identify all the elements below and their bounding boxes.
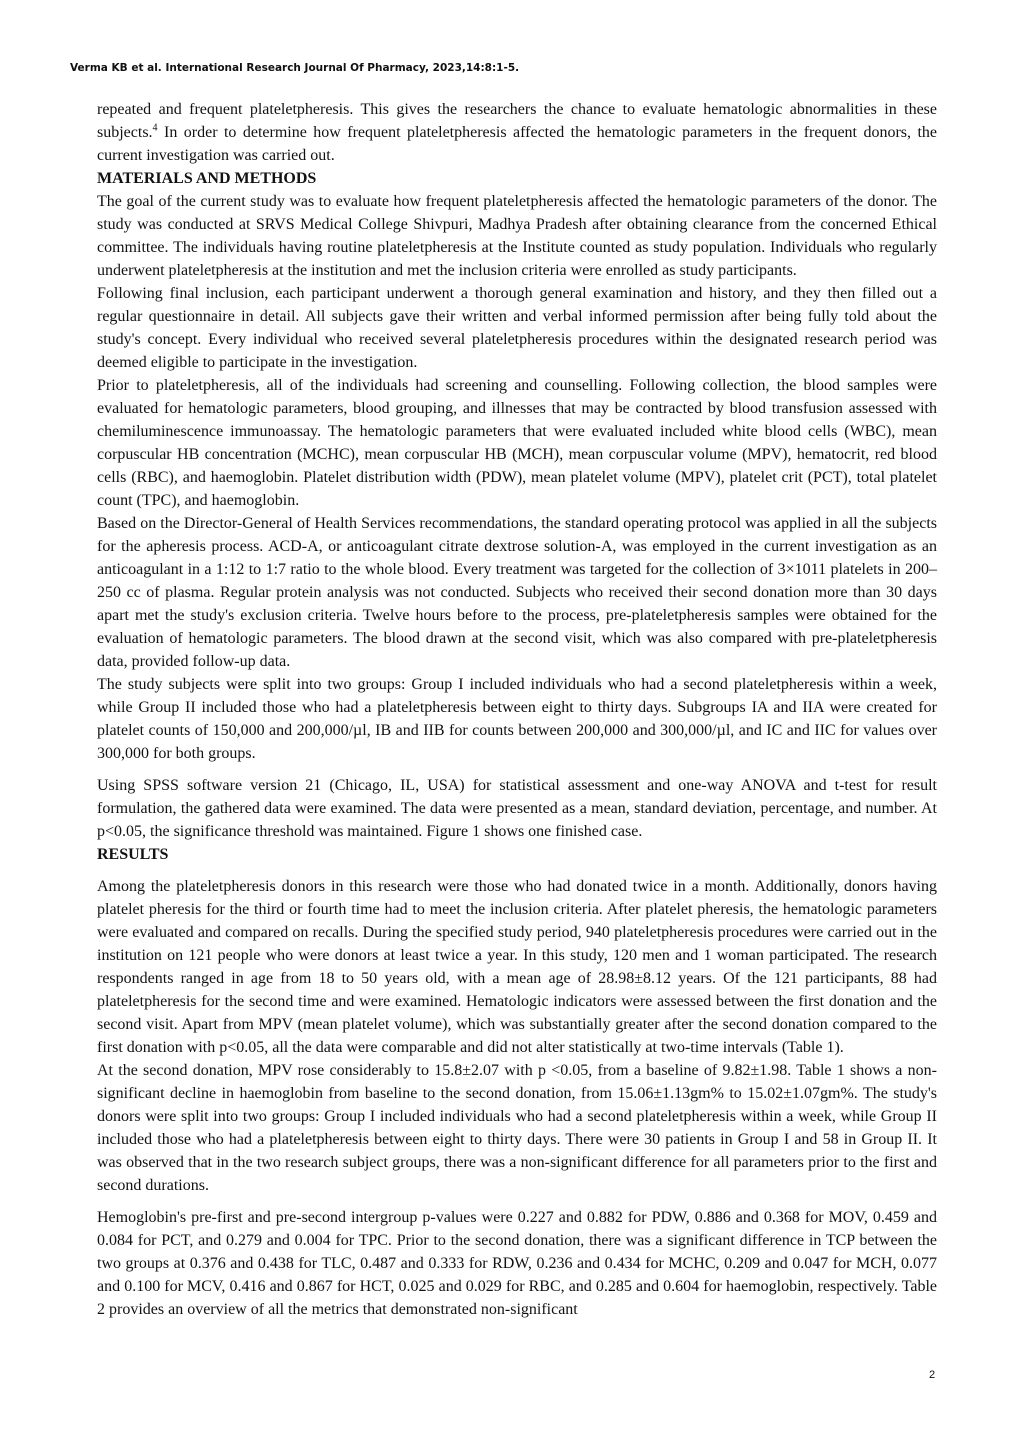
results-paragraph-1: Among the plateletpheresis donors in this research were those who had donated twice in a month. Additionally, donors having platelet pheresis for the third or fourth time had to meet the inclusion criteria. After platelet pheresis, the hematologic parameters were evaluated and compared on recalls. During the specified study period, 940 plateletpheresis procedures were carried out in the institution on 121 people who were donors at least twice a year. In this study, 120 men and 1 woman participated. The research respondents ranged in age from 18 to 50 years old, with a mean age of 28.98±8.12 years. Of the 121 participants, 88 had plateletpheresis for the second time and were examined. Hematologic indicators were assessed between the first donation and the second visit. Apart from MPV (mean platelet volume), which was substantially greater after the second donation compared to the first donation with p<0.05, all the data were comparable and did not alter statistically at two-time intervals (Table 1). (97, 878, 937, 1056)
methods-paragraph-6: Using SPSS software version 21 (Chicago, IL, USA) for statistical assessment and one-way ANOVA and t-test for result formulation, the gathered data were examined. The data were presented as a mean, standard deviation, percentage, and number. At p<0.05, the significance threshold was maintained. Figure 1 shows one finished case. (97, 777, 937, 840)
methods-paragraph-1: The goal of the current study was to evaluate how frequent plateletpheresis affected the hematologic parameters of the donor. The study was conducted at SRVS Medical College Shivpuri, Madhya Pradesh after obtaining clearance from the concerned Ethical committee. The individuals having routine plateletpheresis at the Institute counted as study population. Individuals who regularly underwent plateletpheresis at the institution and met the inclusion criteria were enrolled as study participants. (97, 193, 937, 279)
section-heading-results: RESULTS (97, 846, 169, 863)
article-body (97, 98, 937, 1321)
running-header-citation: Verma KB et al. International Research Journal Of Pharmacy, 2023,14:8:1-5. (70, 62, 520, 74)
methods-paragraph-2: Following final inclusion, each participant underwent a thorough general examination and history, and they then filled out a regular questionnaire in detail. All subjects gave their written and verbal informed permission after being fully told about the study's concept. Every individual who received several plateletpheresis procedures within the designated research period was deemed eligible to participate in the investigation. (97, 285, 937, 371)
methods-paragraph-3: Prior to plateletpheresis, all of the individuals had screening and counselling. Following collection, the blood samples were evaluated for hematologic parameters, blood grouping, and illnesses that may be contracted by blood transfusion assessed with chemiluminescence immunoassay. The hematologic parameters that were evaluated included white blood cells (WBC), mean corpuscular HB concentration (MCHC), mean corpuscular HB (MCH), mean corpuscular volume (MPV), hematocrit, red blood cells (RBC), and haemoglobin. Platelet distribution width (PDW), mean platelet volume (MPV), platelet crit (PCT), total platelet count (TPC), and haemoglobin. (97, 377, 937, 509)
results-paragraph-2: At the second donation, MPV rose considerably to 15.8±2.07 with p <0.05, from a baseline of 9.82±1.98. Table 1 shows a non-significant decline in haemoglobin from baseline to the second donation, from 15.06±1.13gm% to 15.02±1.07gm%. The study's donors were split into two groups: Group I included individuals who had a second plateletpheresis within a week, while Group II included those who had a plateletpheresis between eight to thirty days. There were 30 patients in Group I and 58 in Group II. It was observed that in the two research subject groups, there was a non-significant difference for all parameters prior to the first and second durations. (97, 1062, 937, 1194)
page-number: 2 (929, 1369, 936, 1381)
methods-paragraph-4: Based on the Director-General of Health Services recommendations, the standard operating protocol was applied in all the subjects for the apheresis process. ACD-A, or anticoagulant citrate dextrose solution-A, was employed in the current investigation as an anticoagulant in a 1:12 to 1:7 ratio to the whole blood. Every treatment was targeted for the collection of 3×1011 platelets in 200–250 cc of plasma. Regular protein analysis was not conducted. Subjects who received their second donation more than 30 days apart met the study's exclusion criteria. Twelve hours before to the process, pre-plateletpheresis samples were obtained for the evaluation of hematologic parameters. The blood drawn at the second visit, which was also compared with pre-plateletpheresis data, provided follow-up data. (97, 515, 937, 670)
section-heading-methods: MATERIALS AND METHODS (97, 170, 317, 187)
results-paragraph-3: Hemoglobin's pre-first and pre-second intergroup p-values were 0.227 and 0.882 for PDW, 0.886 and 0.368 for MOV, 0.459 and 0.084 for PCT, and 0.279 and 0.004 for TPC. Prior to the second donation, there was a significant difference in TCP between the two groups at 0.376 and 0.438 for TLC, 0.487 and 0.333 for RDW, 0.236 and 0.434 for MCHC, 0.209 and 0.047 for MCH, 0.077 and 0.100 for MCV, 0.416 and 0.867 for HCT, 0.025 and 0.029 for RBC, and 0.285 and 0.604 for haemoglobin, respectively. Table 2 provides an overview of all the metrics that demonstrated non-significant (97, 1209, 937, 1318)
intro-text-a: repeated and frequent plateletpheresis. This gives the researchers the chance to evaluate hematologic abnormalities in these subjects. (97, 101, 937, 141)
methods-paragraph-5: The study subjects were split into two groups: Group I included individuals who had a second plateletpheresis within a week, while Group II included those who had a plateletpheresis between eight to thirty days. Subgroups IA and IIA were created for platelet counts of 150,000 and 200,000/µl, IB and IIB for counts between 200,000 and 300,000/µl, and IC and IIC for values over 300,000 for both groups. (97, 676, 937, 762)
reference-superscript: 4 (152, 122, 158, 134)
intro-text-b: In order to determine how frequent plateletpheresis affected the hematologic parameters in the frequent donors, the current investigation was carried out. (97, 124, 937, 164)
intro-paragraph (97, 98, 937, 167)
